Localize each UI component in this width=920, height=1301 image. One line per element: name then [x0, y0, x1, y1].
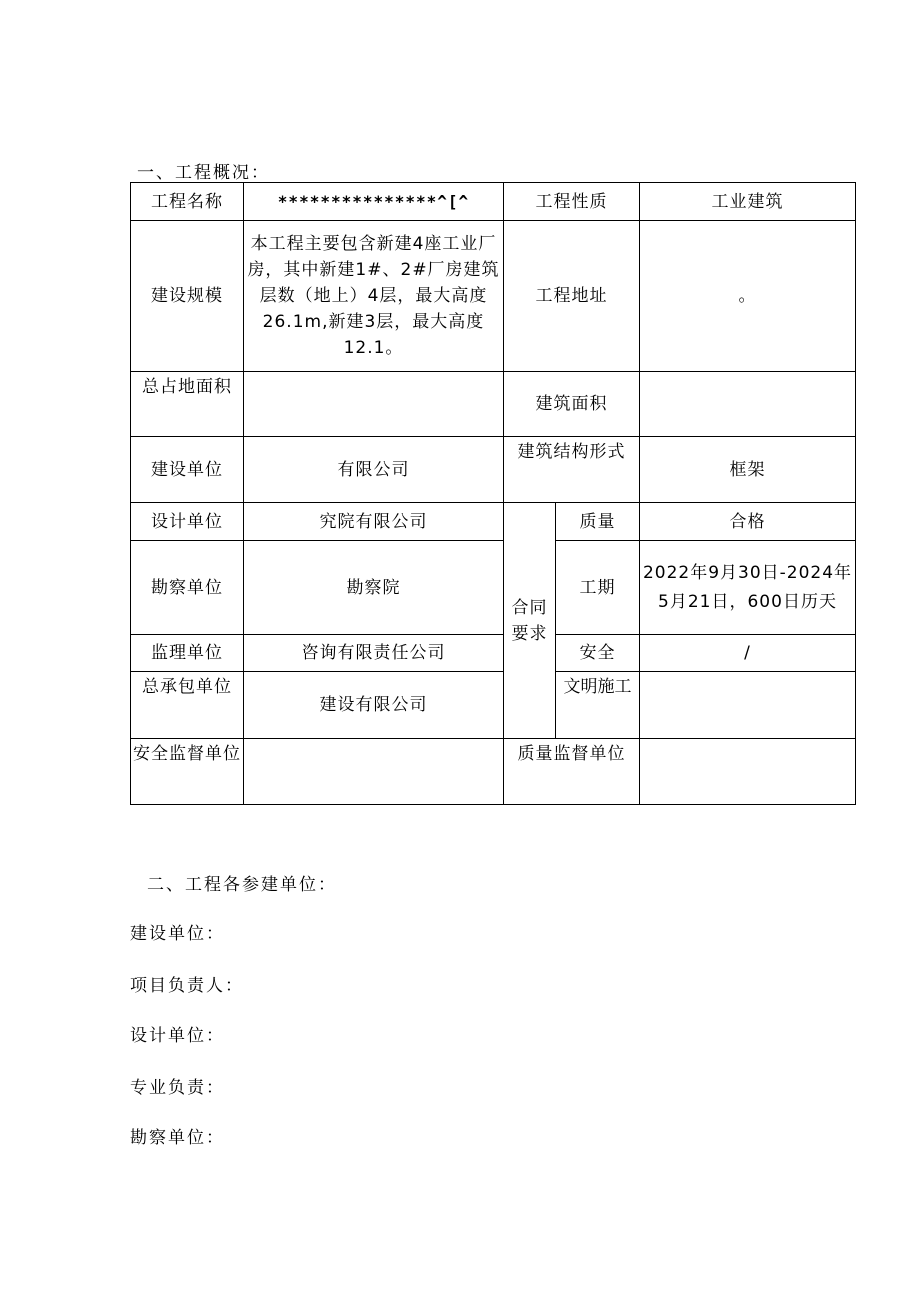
- table-row: [131, 739, 856, 805]
- general-contractor-label: 总承包单位: [131, 672, 244, 739]
- civilized-construction-label: 文明施工: [556, 672, 640, 739]
- survey-unit-value: 勘察院: [244, 541, 504, 635]
- participant-line-design-unit: 设计单位：: [130, 1026, 225, 1046]
- contract-requirement-label: 合同要求: [504, 503, 556, 739]
- construction-scale-label: 建设规模: [131, 221, 244, 372]
- participant-line-developer: 建设单位：: [130, 924, 225, 944]
- construction-period-label: 工期: [556, 541, 640, 635]
- general-contractor-value: 建设有限公司: [244, 672, 504, 739]
- participant-line-project-leader: 项目负责人：: [130, 976, 244, 996]
- participant-line-survey-unit: 勘察单位：: [130, 1128, 225, 1148]
- table-row: [131, 183, 856, 221]
- structure-form-label: 建筑结构形式: [504, 437, 640, 503]
- project-name-value: ***************^[^: [244, 183, 504, 221]
- participant-line-professional-lead: 专业负责：: [130, 1078, 225, 1098]
- quality-supervision-label: 质量监督单位: [504, 739, 640, 805]
- supervision-unit-label: 监理单位: [131, 635, 244, 672]
- project-name-label: 工程名称: [131, 183, 244, 221]
- table-row: [131, 372, 856, 437]
- safety-label: 安全: [556, 635, 640, 672]
- project-address-value: 。: [640, 221, 856, 372]
- safety-supervision-value: [244, 739, 504, 805]
- quality-label: 质量: [556, 503, 640, 541]
- building-area-label: 建筑面积: [504, 372, 640, 437]
- land-area-value: [244, 372, 504, 437]
- table-row: [131, 672, 856, 739]
- survey-unit-label: 勘察单位: [131, 541, 244, 635]
- building-area-value: [640, 372, 856, 437]
- table-row: [131, 503, 856, 541]
- safety-value: /: [640, 635, 856, 672]
- construction-period-value: 2022年9月30日-2024年5月21日，600日历天: [640, 541, 856, 635]
- project-nature-value: 工业建筑: [640, 183, 856, 221]
- quality-supervision-value: [640, 739, 856, 805]
- safety-supervision-label: 安全监督单位: [131, 739, 244, 805]
- project-overview-table: [130, 182, 856, 805]
- supervision-unit-value: 咨询有限责任公司: [244, 635, 504, 672]
- section-title-participants: 二、工程各参建单位：: [147, 875, 337, 895]
- design-unit-value: 究院有限公司: [244, 503, 504, 541]
- project-address-label: 工程地址: [504, 221, 640, 372]
- structure-form-value: 框架: [640, 437, 856, 503]
- section-title-overview: 一、工程概况：: [137, 163, 270, 183]
- developer-value: 有限公司: [244, 437, 504, 503]
- table-row: [131, 437, 856, 503]
- project-nature-label: 工程性质: [504, 183, 640, 221]
- civilized-construction-value: [640, 672, 856, 739]
- table-row: [131, 635, 856, 672]
- table-row: [131, 541, 856, 635]
- land-area-label: 总占地面积: [131, 372, 244, 437]
- table-row: [131, 221, 856, 372]
- quality-value: 合格: [640, 503, 856, 541]
- design-unit-label: 设计单位: [131, 503, 244, 541]
- developer-label: 建设单位: [131, 437, 244, 503]
- construction-scale-value: 本工程主要包含新建4座工业厂房，其中新建1#、2#厂房建筑层数（地上）4层，最大高度26.1m,新建3层，最大高度12.1。: [244, 221, 504, 372]
